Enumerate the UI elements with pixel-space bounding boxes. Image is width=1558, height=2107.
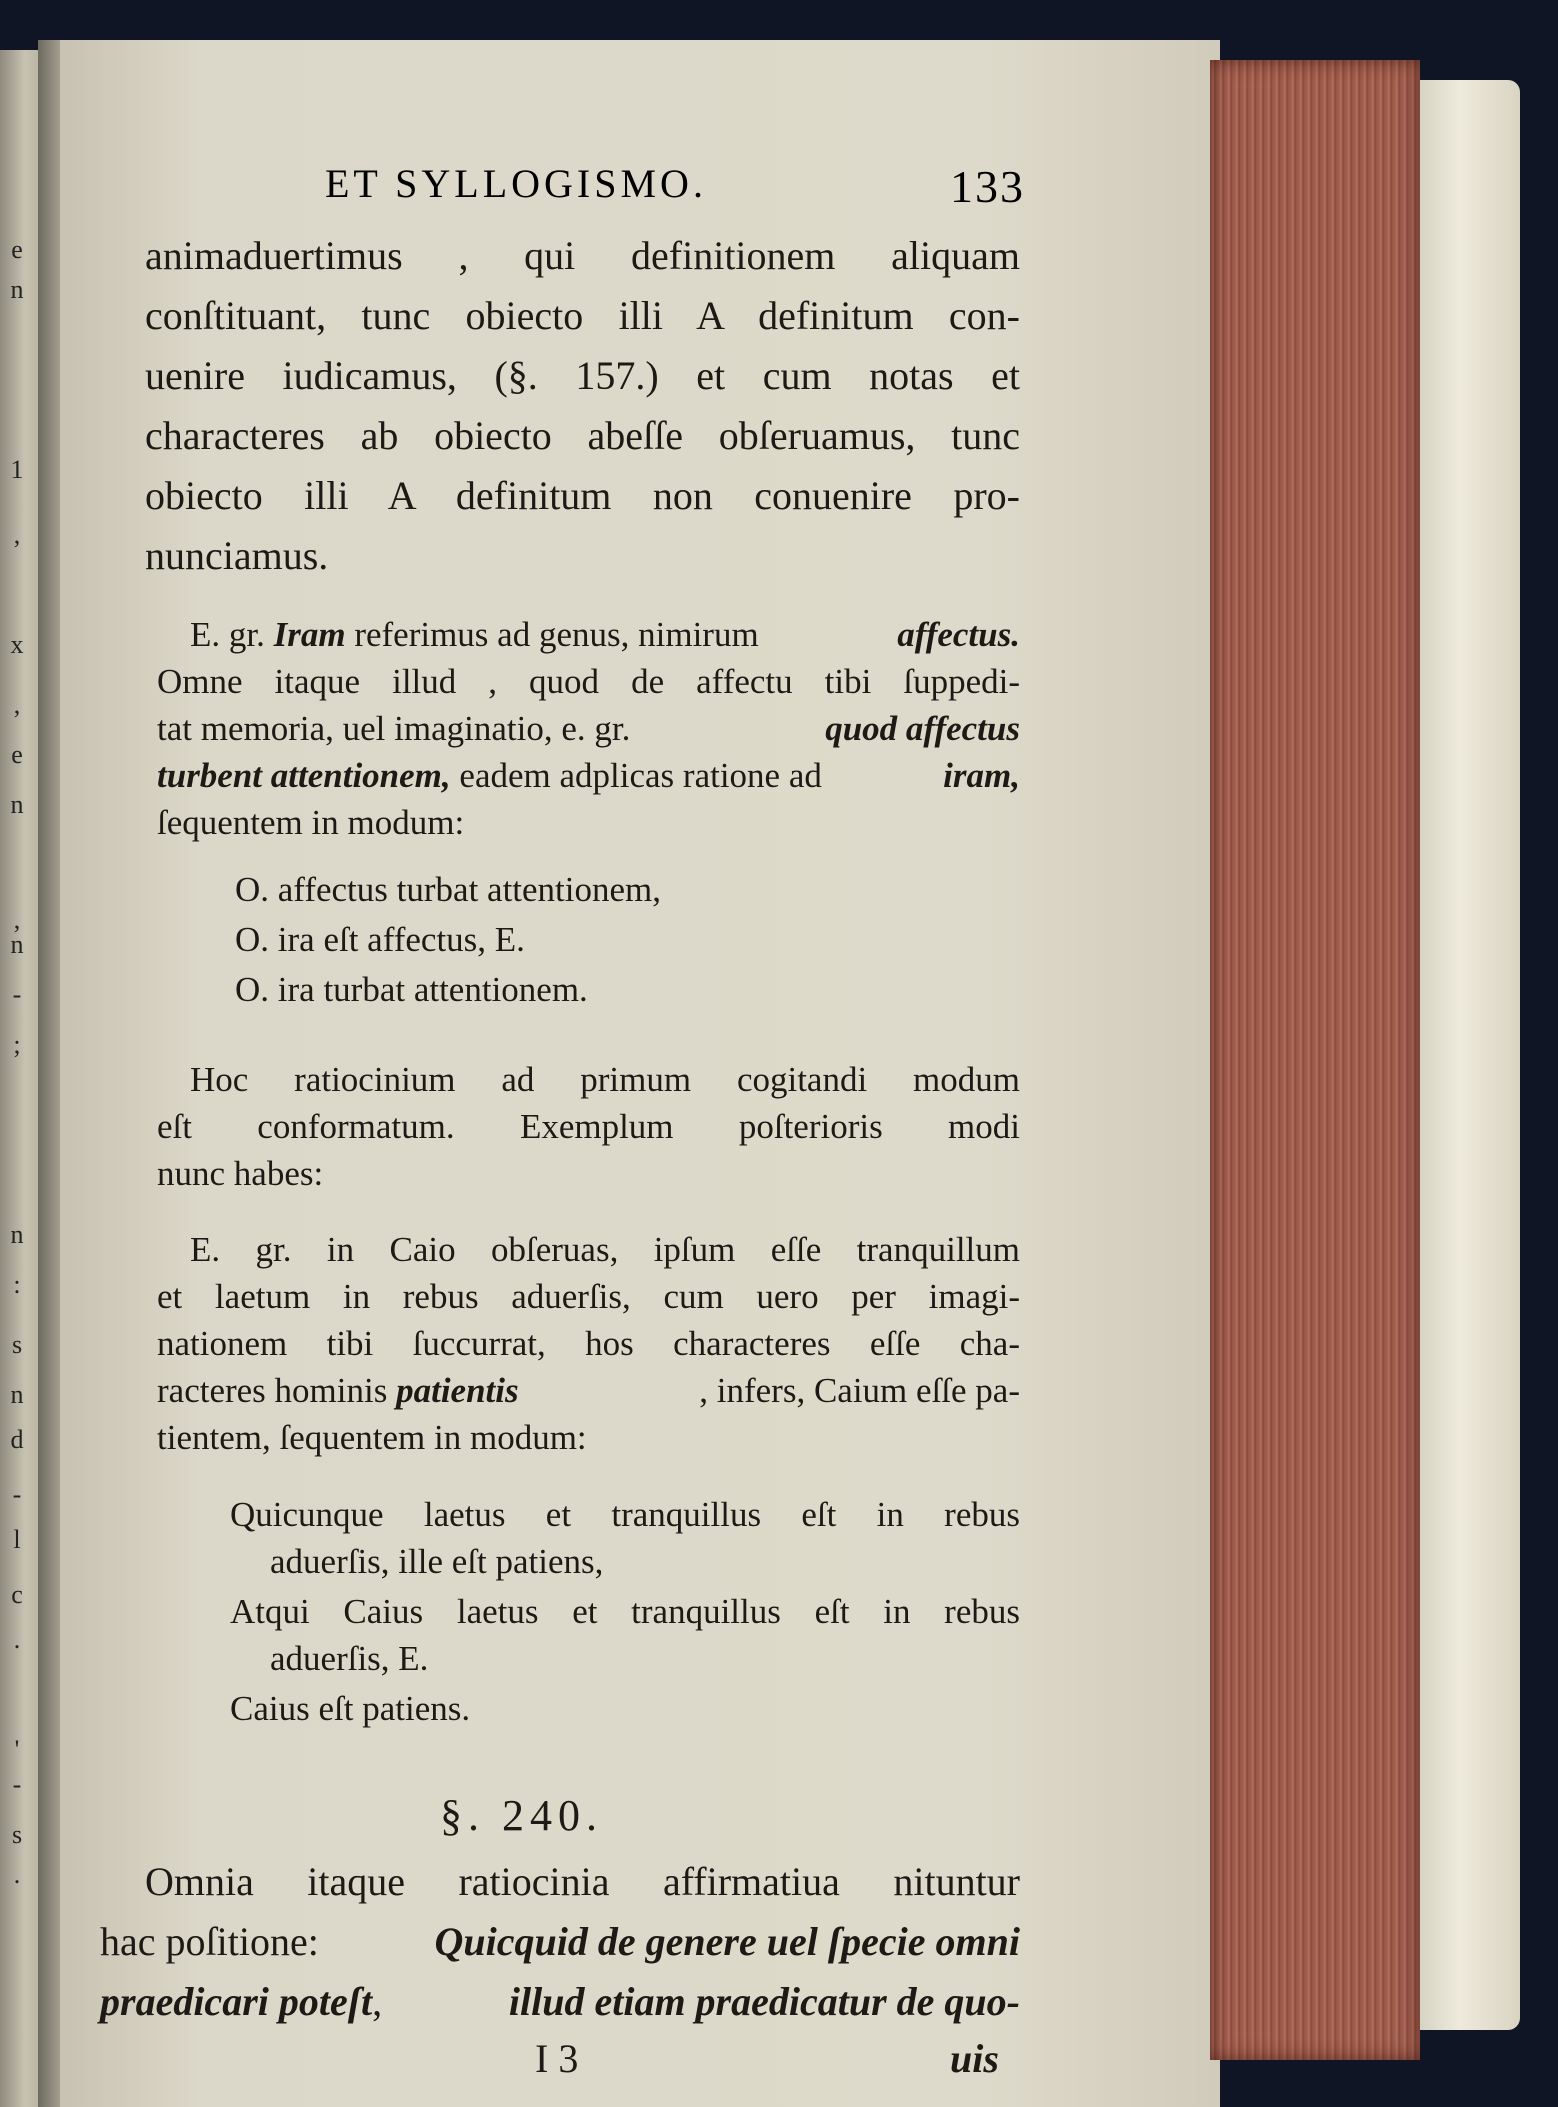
text-run: E. gr. xyxy=(190,615,274,654)
left-fragment: , xyxy=(13,690,21,719)
text-line: eſt conformatum. Exemplum poſterioris modi xyxy=(157,1107,1020,1146)
text-line xyxy=(100,1918,1020,1965)
syllogism-line: O. ira turbat attentionem. xyxy=(235,970,588,1009)
text-run-italic: turbent attentionem, xyxy=(157,756,451,795)
left-fragment: n xyxy=(10,275,24,304)
text-line: E. gr. in Caio obſeruas, ipſum eſſe tranquillum xyxy=(190,1230,1020,1269)
text-run: referimus ad genus, nimirum xyxy=(345,615,759,654)
section-heading: §. 240. xyxy=(440,1791,603,1840)
left-fragment: n xyxy=(10,790,24,819)
text-run-italic: illud etiam praedicatur de quo- xyxy=(508,1979,1020,2024)
text-run: hac poſitione: xyxy=(100,1919,319,1964)
text-line xyxy=(190,615,1020,655)
left-fragment: : xyxy=(13,1270,21,1299)
left-fragment: . xyxy=(13,1860,21,1889)
text-line xyxy=(157,1371,1020,1411)
text-line: nunciamus. xyxy=(145,533,329,578)
left-fragment: n xyxy=(10,930,24,959)
text-line: conſtituant, tunc obiecto illi A definitum con- xyxy=(145,293,1020,338)
cover-edge xyxy=(1420,80,1520,2030)
text-line: uenire iudicamus, (§. 157.) et cum notas et xyxy=(145,353,1020,398)
left-fragment: ' xyxy=(14,1735,20,1764)
syllogism-line: Quicunque laetus et tranquillus eſt in rebus xyxy=(230,1495,1020,1534)
text-run: , xyxy=(372,1979,383,2024)
text-run-italic: quod affectus xyxy=(825,709,1020,748)
text-line: nunc habes: xyxy=(157,1154,324,1193)
text-line: characteres ab obiecto abeſſe obſeruamus, tunc xyxy=(145,413,1020,458)
syllogism-line: aduerſis, ille eſt patiens, xyxy=(270,1542,604,1581)
text-line: Hoc ratiocinium ad primum cogitandi modum xyxy=(190,1060,1020,1099)
syllogism-line: O. ira eſt affectus, E. xyxy=(235,920,525,959)
text-run: , infers, Caium eſſe pa- xyxy=(699,1371,1020,1410)
text-run-italic: praedicari poteſt xyxy=(100,1979,373,2024)
text-run: tat memoria, uel imaginatio, e. gr. xyxy=(157,709,631,748)
left-fragment: ; xyxy=(13,1030,21,1059)
left-fragment: - xyxy=(12,1480,22,1509)
text-run: eadem adplicas ratione ad xyxy=(450,756,822,795)
text-line: tientem, ſequentem in modum: xyxy=(157,1418,587,1457)
syllogism-line: Caius eſt patiens. xyxy=(230,1689,471,1728)
text-line: obiecto illi A definitum non conuenire pro- xyxy=(145,473,1020,518)
left-fragment: , xyxy=(13,520,21,549)
text-line: ſequentem in modum: xyxy=(157,803,465,842)
text-run-italic: Quicquid de genere uel ſpecie omni xyxy=(434,1919,1020,1964)
left-fragment: e xyxy=(11,740,23,769)
text-run-italic: Iram xyxy=(273,615,346,654)
syllogism-line: O. affectus turbat attentionem, xyxy=(235,870,662,909)
text-line xyxy=(157,756,1020,796)
running-title: ET SYLLOGISMO. xyxy=(325,161,707,206)
text-line: Omnia itaque ratiocinia affirmatiua nituntur xyxy=(145,1859,1020,1904)
text-line: Omne itaque illud , quod de affectu tibi ſuppedi- xyxy=(157,662,1020,701)
left-fragment: - xyxy=(12,980,22,1009)
page-edges-red xyxy=(1210,60,1420,2060)
left-fragment: n xyxy=(10,1380,24,1409)
page-number: 133 xyxy=(950,161,1025,212)
catchword-text: uis xyxy=(950,2036,999,2081)
left-fragment: s xyxy=(11,1330,23,1359)
catchword xyxy=(950,2035,999,2082)
left-fragment: c xyxy=(11,1580,23,1609)
text-line: nationem tibi ſuccurrat, hos characteres eſſe cha- xyxy=(157,1324,1020,1363)
left-fragment: l xyxy=(13,1525,21,1554)
text-run: racteres hominis xyxy=(157,1371,397,1410)
syllogism-line: Atqui Caius laetus et tranquillus eſt in rebus xyxy=(230,1592,1020,1631)
text-line xyxy=(100,1978,1020,2025)
left-fragment: - xyxy=(12,1770,22,1799)
text-line: et laetum in rebus aduerſis, cum uero per imagi- xyxy=(157,1277,1020,1316)
left-page-fragments xyxy=(0,0,42,2107)
text-run-italic: iram, xyxy=(943,756,1020,795)
left-fragment: d xyxy=(10,1425,24,1454)
left-fragment: x xyxy=(10,630,24,659)
left-fragment: e xyxy=(11,235,23,264)
left-fragment: 1 xyxy=(10,455,24,484)
signature-mark: I 3 xyxy=(535,2036,579,2081)
left-fragment: s xyxy=(11,1820,23,1849)
syllogism-line: aduerſis, E. xyxy=(270,1639,429,1678)
left-fragment: , xyxy=(13,905,21,934)
left-fragment: n xyxy=(10,1220,24,1249)
text-run-italic: affectus. xyxy=(897,615,1020,654)
left-fragment: . xyxy=(13,1625,21,1654)
text-run-italic: patientis xyxy=(396,1371,519,1410)
text-line: animaduertimus , qui definitionem aliquam xyxy=(145,233,1020,278)
text-line xyxy=(157,709,1020,749)
